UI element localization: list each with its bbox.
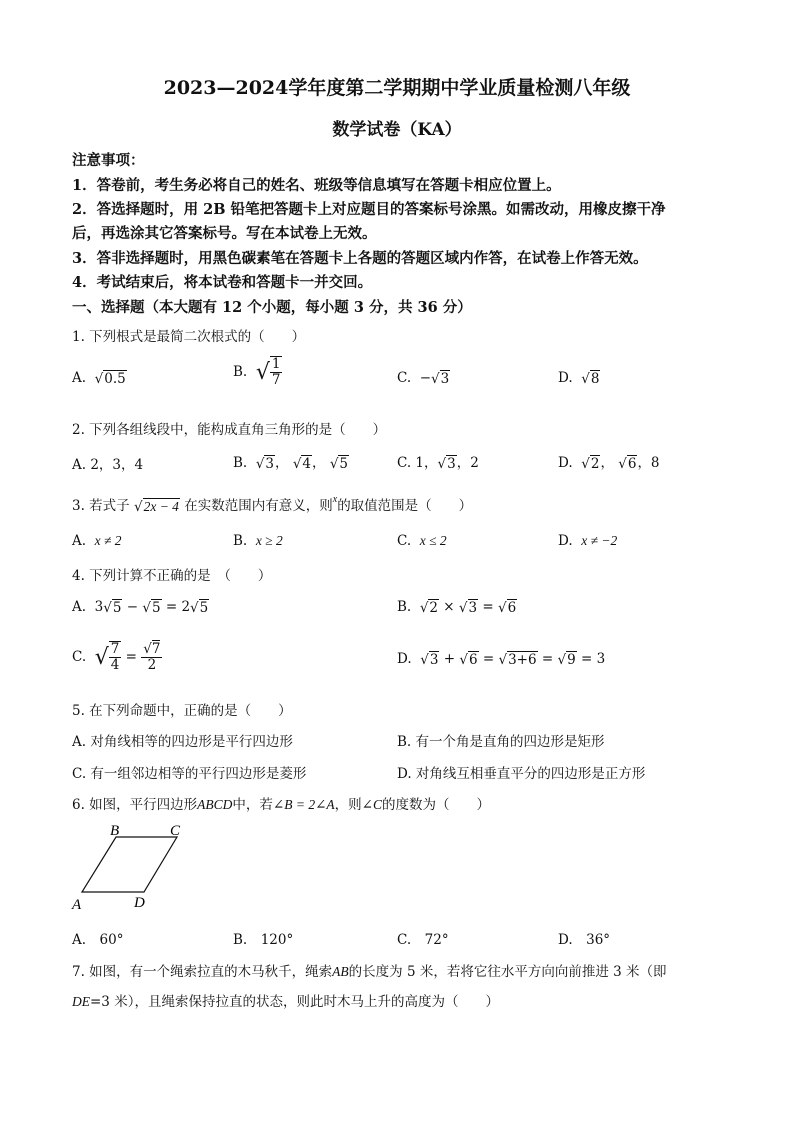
q4-option-b: B. √2 × √3 = √6 <box>397 599 517 616</box>
q3-option-a: A. x ≠ 2 <box>72 533 122 549</box>
q6-option-a: A. 60° <box>72 932 124 948</box>
q1-a-radicand: 0.5 <box>104 371 126 387</box>
q3-option-b: B. x ≥ 2 <box>233 533 283 549</box>
question-2-stem: 2. 下列各组线段中，能构成直角三角形的是（ ） <box>72 422 387 438</box>
question-7-stem-line2: DE=3 米），且绳索保持拉直的状态，则此时木马上升的高度为（ ） <box>72 994 499 1010</box>
q6-option-d: D. 36° <box>558 932 611 948</box>
question-7-stem-line1: 7. 如图，有一个绳索拉直的木马秋千，绳索AB的长度为 5 米，若将它往水平方向向前推进 3 米（即 <box>72 964 667 980</box>
q3-option-d: D. x ≠ −2 <box>558 533 618 549</box>
q5-option-c: C. 有一组邻边相等的平行四边形是菱形 <box>72 766 307 782</box>
note-item: 3．答非选择题时，用黑色碳素笔在答题卡上各题的答题区域内作答，在试卷上作答无效。 <box>72 250 648 267</box>
q2-option-a: A. 2，3，4 <box>72 457 144 473</box>
note-item: 4．考试结束后，将本试卷和答题卡一并交回。 <box>72 274 373 291</box>
note-item: 2．答选择题时，用 2B 铅笔把答题卡上对应题目的答案标号涂黑。如需改动，用橡皮擦干净 <box>72 201 666 218</box>
page-subtitle: 数学试卷（KA） <box>332 120 462 140</box>
q2-option-b: B. √3， √4， √5 <box>233 455 349 472</box>
q4-option-c: C. √ $\frac{7}{4}$ = $\frac{√7}{2}$ <box>72 640 161 673</box>
q1-option-d: D. √8 <box>558 370 600 387</box>
parallelogram-shape <box>82 837 177 892</box>
q5-option-d: D. 对角线互相垂直平分的四边形是正方形 <box>397 766 646 782</box>
question-4-stem: 4. 下列计算不正确的是 （ ） <box>72 568 272 584</box>
q1-option-a: A. √0.5 <box>72 370 126 387</box>
q5-option-a: A. 对角线相等的四边形是平行四边形 <box>72 734 293 750</box>
q4-option-d: D. √3 + √6 = √3+6 = √9 = 3 <box>397 651 606 668</box>
notes-heading: 注意事项： <box>72 152 145 169</box>
note-item: 1．答卷前，考生务必将自己的姓名、班级等信息填写在答题卡相应位置上。 <box>72 177 561 194</box>
question-5-stem: 5. 在下列命题中，正确的是（ ） <box>72 703 292 719</box>
note-item: 后，再选涂其它答案标号。写在本试卷上无效。 <box>72 225 377 242</box>
vertex-label-c: C <box>170 823 181 839</box>
q5-option-b: B. 有一个角是直角的四边形是矩形 <box>397 734 605 750</box>
parallelogram-figure <box>68 820 198 915</box>
page-title: 2023—2024学年度第二学期期中学业质量检测八年级 <box>163 77 631 99</box>
vertex-label-b: B <box>110 823 120 839</box>
section-heading: 一、选择题（本大题有 12 个小题，每小题 3 分，共 36 分） <box>72 299 472 316</box>
q6-option-b: B. 120° <box>233 932 294 948</box>
question-6-stem: 6. 如图，平行四边形ABCD中，若∠B = 2∠A，则∠C的度数为（ ） <box>72 797 490 813</box>
vertex-label-a: A <box>72 897 82 913</box>
question-3-stem: 3. 若式子 √2x − 4 在实数范围内有意义，则$^x$的取值范围是（ ） <box>72 494 473 515</box>
q2-option-c: C. 1，√3，2 <box>397 455 479 472</box>
question-1-stem: 1. 下列根式是最简二次根式的（ ） <box>72 329 306 345</box>
vertex-label-d: D <box>134 895 145 911</box>
q3-option-c: C. x ≤ 2 <box>397 533 447 549</box>
q1-option-c: C. −√3 <box>397 370 450 387</box>
q4-option-a: A. 3√5 − √5 = 2√5 <box>72 599 209 616</box>
q1-option-b: B. √ $\frac{1}{7}$ <box>233 356 281 388</box>
q6-option-c: C. 72° <box>397 932 449 948</box>
q2-option-d: D. √2， √6，8 <box>558 455 660 472</box>
